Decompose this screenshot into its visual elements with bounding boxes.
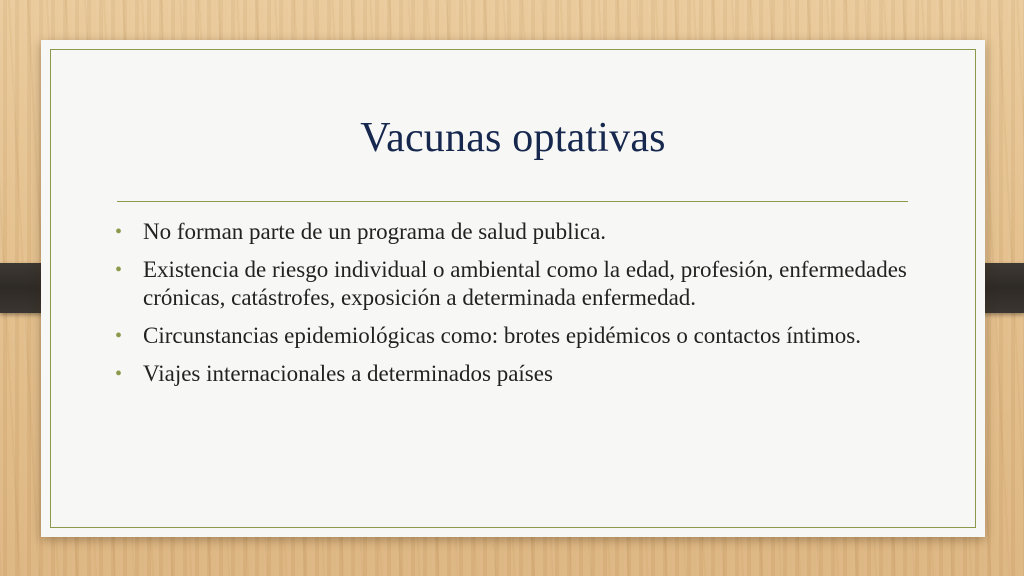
bullet-text: Existencia de riesgo individual o ambiental como la edad, profesión, enfermedades crónicas, catástrofes, exposición a determinada enfermedad. bbox=[143, 257, 907, 310]
bullet-text: Viajes internacionales a determinados países bbox=[143, 361, 553, 386]
bullet-item bbox=[111, 360, 911, 388]
bullet-text: Circunstancias epidemiológicas como: brotes epidémicos o contactos íntimos. bbox=[143, 323, 861, 348]
bullet-icon: • bbox=[115, 221, 123, 243]
slide-card bbox=[41, 40, 985, 537]
bullet-icon: • bbox=[115, 363, 123, 385]
bullet-icon: • bbox=[115, 259, 123, 281]
bullet-item bbox=[111, 256, 911, 312]
bullet-list bbox=[111, 218, 911, 398]
slide-title: Vacunas optativas bbox=[360, 115, 666, 161]
title-divider bbox=[117, 201, 908, 202]
bullet-item bbox=[111, 322, 911, 350]
bullet-item bbox=[111, 218, 911, 246]
bullet-icon: • bbox=[115, 325, 123, 347]
bullet-text: No forman parte de un programa de salud publica. bbox=[143, 219, 607, 244]
